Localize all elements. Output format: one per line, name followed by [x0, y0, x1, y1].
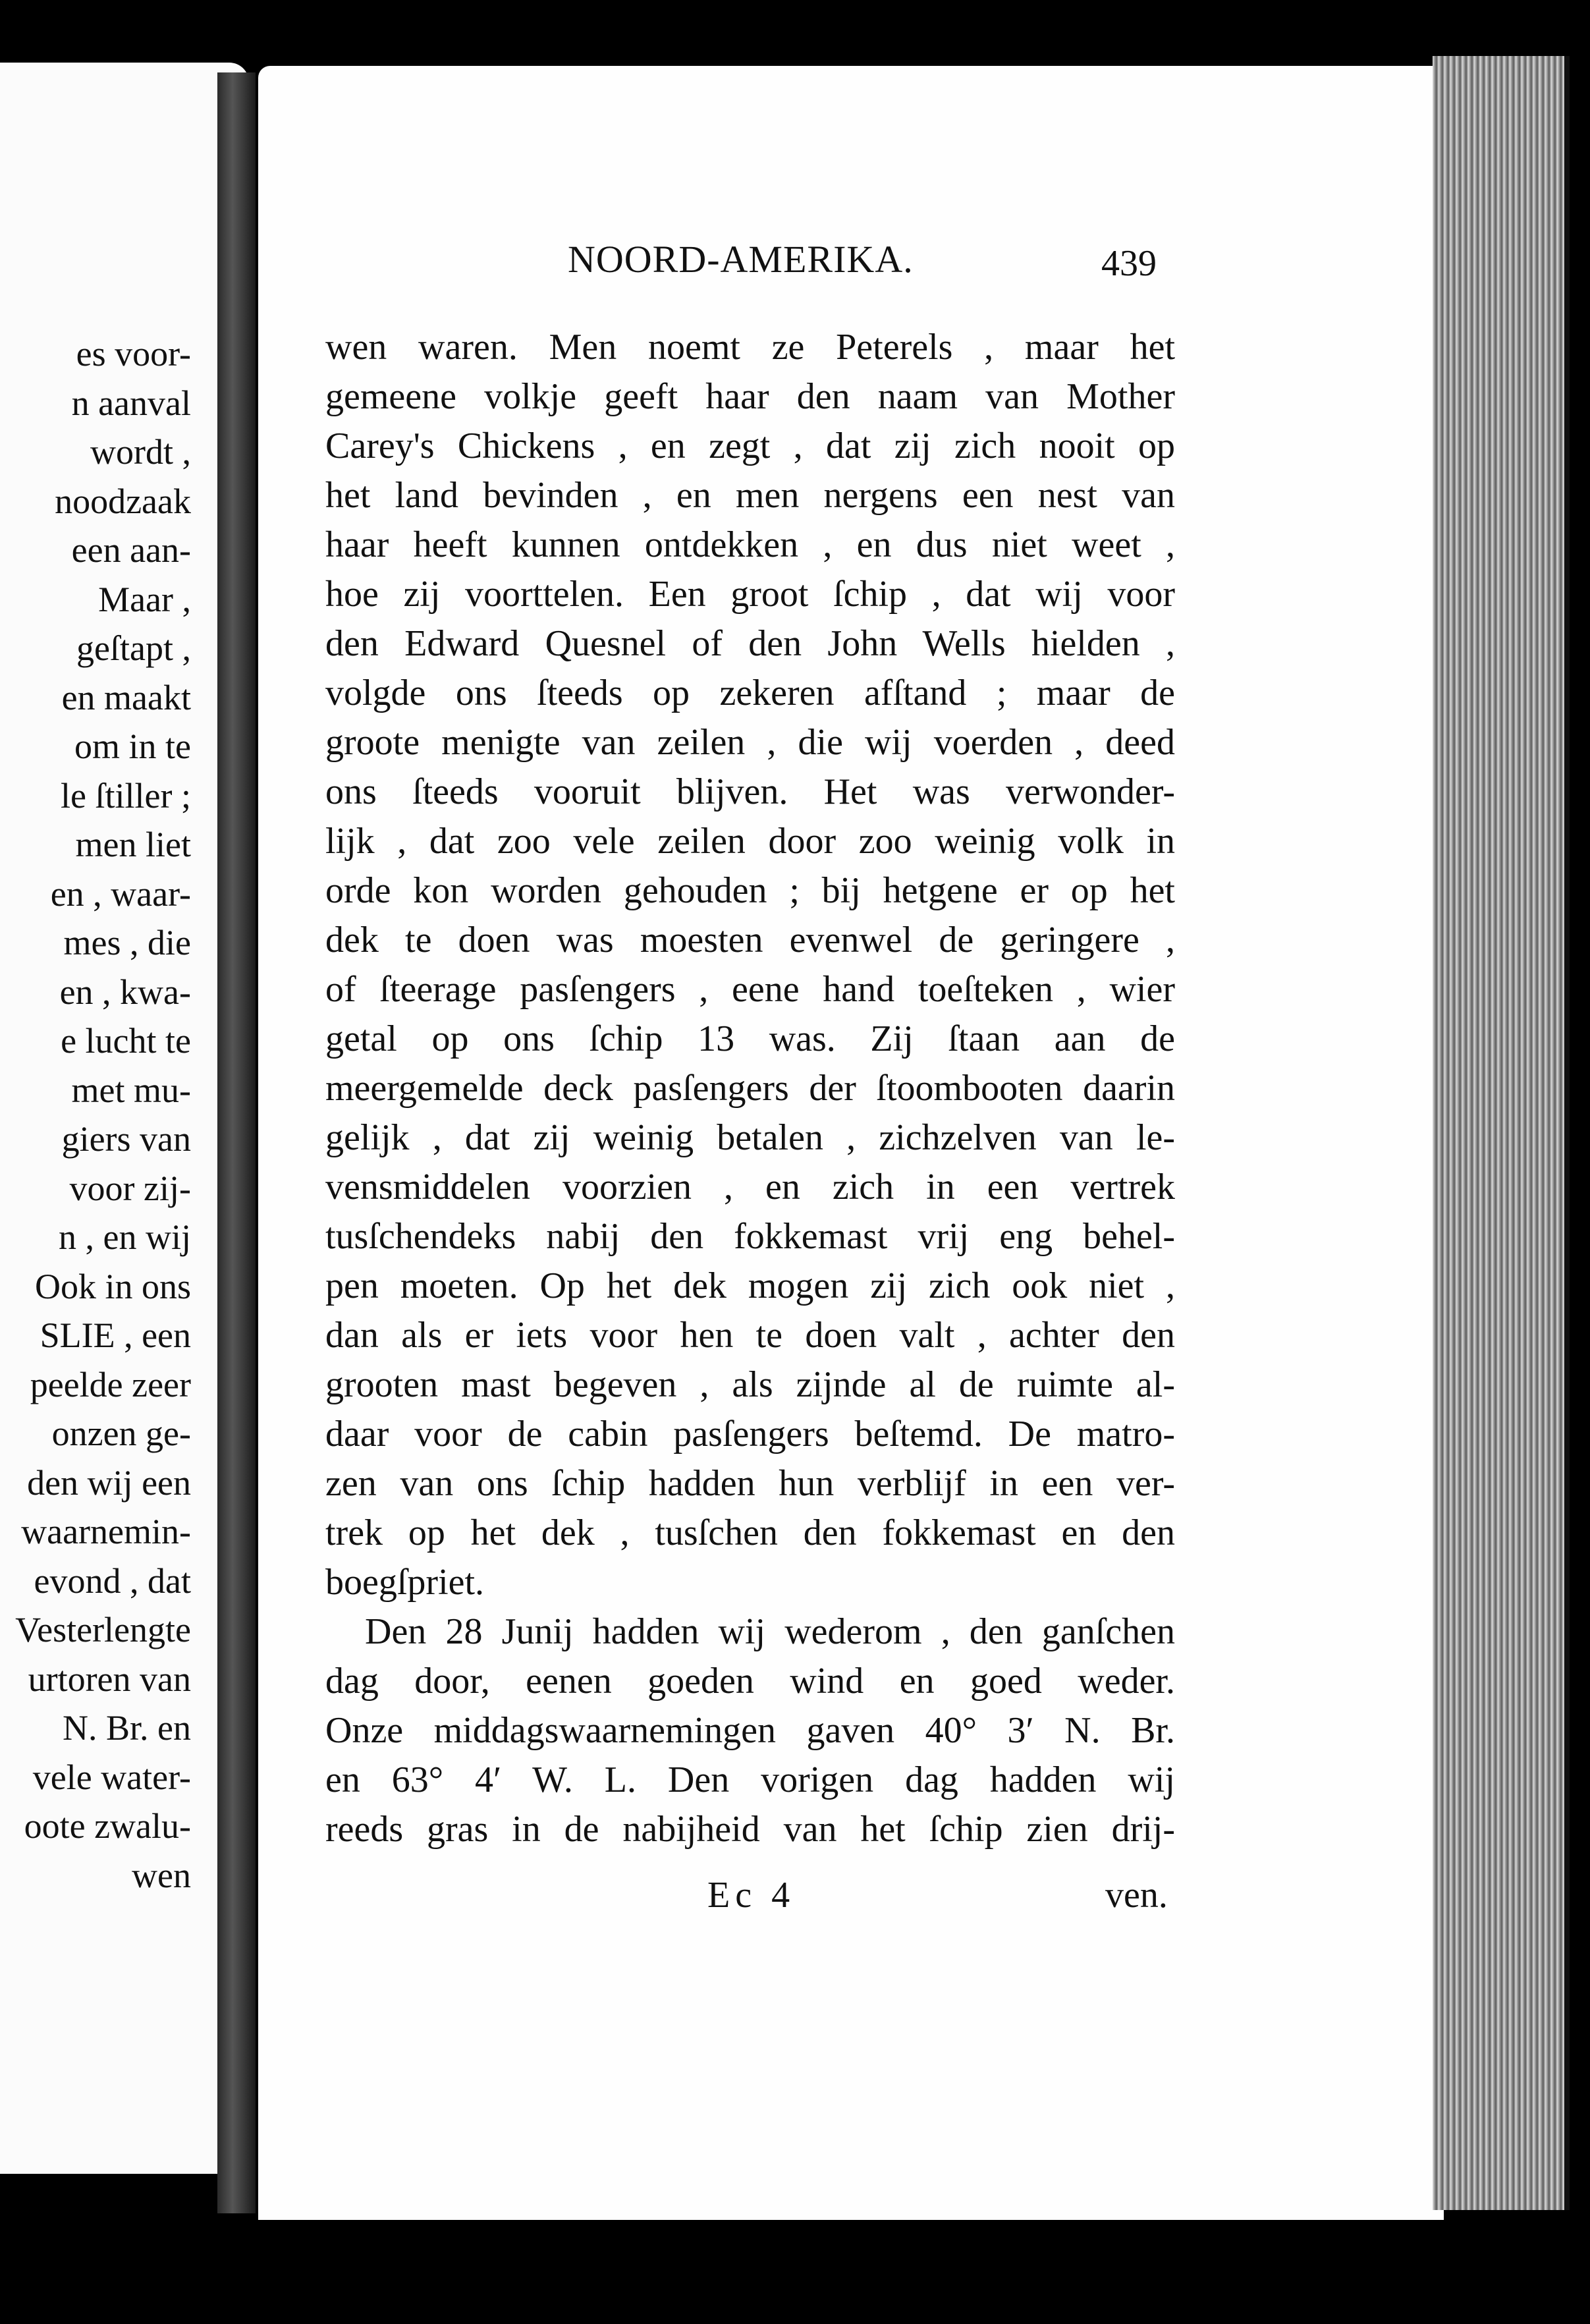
left-page-line: es voor- [76, 334, 191, 374]
left-page-line: e lucht te [61, 1021, 191, 1061]
text-line: gelijk , dat zij weinig betalen , zichzelven van le- [325, 1117, 1175, 1158]
left-page-line: N. Br. en [63, 1708, 191, 1748]
text-line: trek op het dek , tusſchen den fokkemast en den [325, 1512, 1175, 1553]
body-text [325, 323, 1175, 1854]
text-line: boegſpriet. [325, 1562, 485, 1603]
text-line: of ſteerage pasſengers , eene hand toeſteken , wier [325, 969, 1175, 1010]
text-line: lijk , dat zoo vele zeilen door zoo weinig volk in [325, 821, 1175, 862]
text-line: reeds gras in de nabijheid van het ſchip zien drij- [325, 1809, 1175, 1850]
text-line: Den 28 Junij hadden wij wederom , den ganſchen [365, 1611, 1175, 1652]
left-page-line: Maar , [98, 579, 191, 619]
text-line: haar heeft kunnen ontdekken , en dus niet weet , [325, 524, 1175, 565]
left-page-line: voor zij- [69, 1168, 191, 1208]
text-line: pen moeten. Op het dek mogen zij zich ook niet , [325, 1265, 1175, 1306]
text-line: dag door, eenen goeden wind en goed weder. [325, 1661, 1175, 1702]
text-line: Onze middagswaarnemingen gaven 40° 3′ N. Br. [325, 1710, 1175, 1751]
left-page-line: Ook in ons [34, 1266, 191, 1306]
text-line: orde kon worden gehouden ; bij hetgene er op het [325, 870, 1175, 911]
left-page-line: onzen ge- [51, 1414, 191, 1453]
left-page-line: n , en wij [59, 1217, 191, 1257]
text-line: gemeene volkje geeft haar den naam van Mother [325, 376, 1175, 417]
left-page-line: waarnemin- [21, 1512, 191, 1551]
left-page-line: geſtapt , [76, 628, 191, 668]
left-page-line: n aanval [71, 383, 191, 423]
text-line: en 63° 4′ W. L. Den vorigen dag hadden wij [325, 1759, 1175, 1800]
left-page-line: le ſtiller ; [61, 775, 191, 816]
text-line: den Edward Quesnel of den John Wells hielden , [325, 623, 1175, 664]
text-line: volgde ons ſteeds op zekeren afſtand ; maar de [325, 673, 1175, 713]
left-page [0, 63, 249, 2174]
left-page-line: den wij een [27, 1462, 191, 1503]
text-line: daar voor de cabin pasſengers beſtemd. De matro- [325, 1414, 1175, 1454]
left-page-line: peelde zeer [30, 1364, 191, 1404]
text-line: dek te doen was moesten evenwel de geringere , [325, 920, 1175, 960]
left-page-line: en , waar- [50, 873, 191, 914]
left-page-line: evond , dat [34, 1561, 191, 1601]
page-number: 439 [1101, 243, 1157, 284]
left-page-line: noodzaak [55, 481, 191, 521]
left-page-line: urtoren van [28, 1659, 191, 1699]
left-page-line: vele water- [32, 1757, 191, 1797]
left-page-line: en maakt [61, 677, 191, 717]
left-page-line: oote zwalu- [24, 1806, 191, 1846]
catchword: ven. [1105, 1875, 1168, 1916]
running-head: NOORD-AMERIKA. [568, 238, 914, 281]
text-line: tusſchendeks nabij den fokkemast vrij eng behel- [325, 1216, 1175, 1257]
page-edges [1433, 56, 1570, 2210]
text-line: meergemelde deck pasſengers der ſtoombooten daarin [325, 1068, 1175, 1109]
left-page-line: men liet [75, 825, 191, 864]
left-page-line: wen [132, 1855, 191, 1895]
left-page-line: en , kwa- [59, 972, 191, 1012]
left-page-line: giers van [61, 1119, 191, 1159]
left-page-line: een aan- [71, 530, 191, 570]
text-line: het land bevinden , en men nergens een nest van [325, 475, 1175, 516]
book-gutter [217, 72, 256, 2213]
text-line: groote menigte van zeilen , die wij voerden , deed [325, 722, 1175, 763]
text-line: wen waren. Men noemt ze Peterels , maar het [325, 327, 1175, 368]
text-line: ons ſteeds vooruit blijven. Het was verwonder- [325, 771, 1175, 812]
left-page-line: Vesterlengte [15, 1610, 191, 1649]
left-page-line: SLIE , een [40, 1315, 191, 1355]
text-line: Carey's Chickens , en zegt , dat zij zich nooit op [325, 426, 1175, 466]
left-page-line: om in te [74, 727, 191, 766]
text-line: zen van ons ſchip hadden hun verblijf in een ver- [325, 1463, 1175, 1504]
text-line: hoe zij voorttelen. Een groot ſchip , dat wij voor [325, 574, 1175, 615]
text-line: vensmiddelen voorzien , en zich in een vertrek [325, 1167, 1175, 1207]
left-page-line: met mu- [71, 1070, 191, 1110]
text-line: getal op ons ſchip 13 was. Zij ſtaan aan de [325, 1018, 1175, 1059]
signature-mark: Ec 4 [707, 1875, 796, 1916]
left-page-line: wordt , [90, 432, 191, 472]
text-line: grooten mast begeven , als zijnde al de ruimte al- [325, 1364, 1175, 1405]
left-page-line: mes , die [63, 923, 191, 962]
text-line: dan als er iets voor hen te doen valt , achter den [325, 1315, 1175, 1356]
